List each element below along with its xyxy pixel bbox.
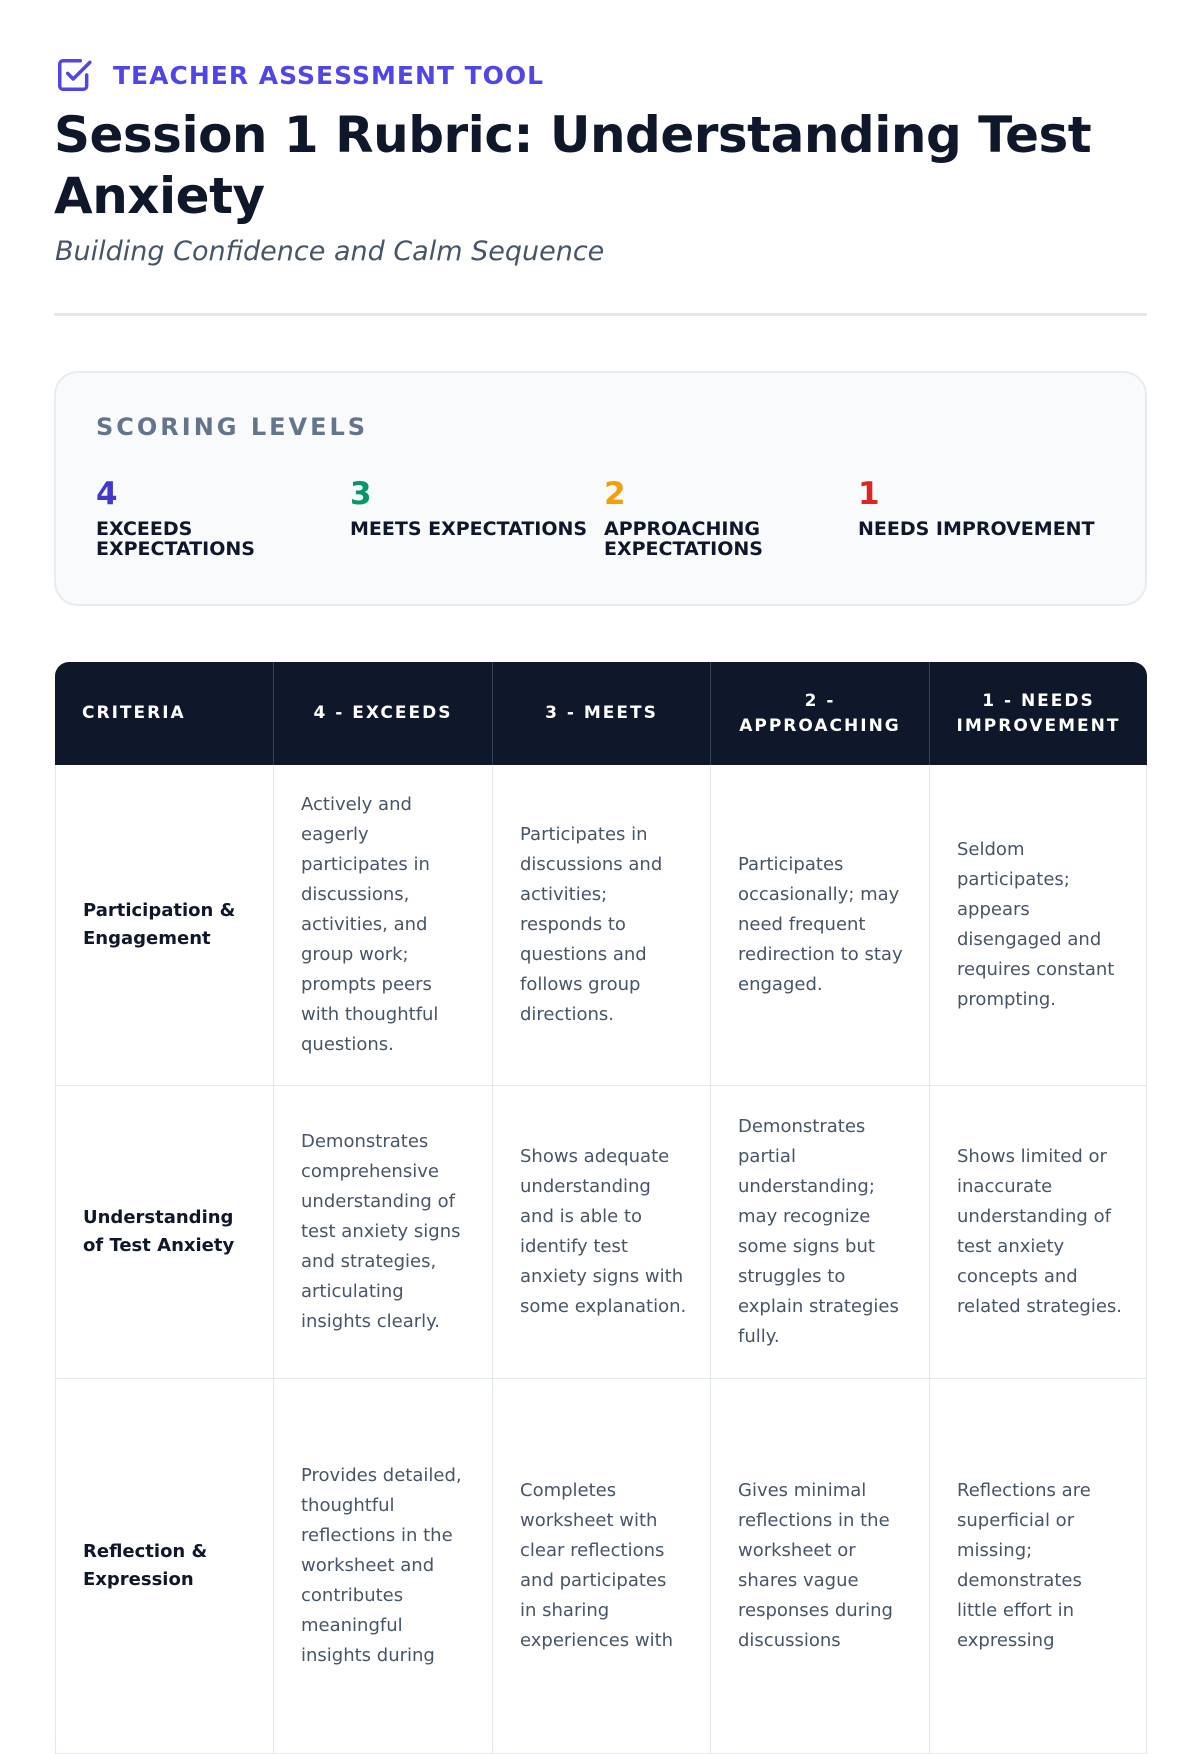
level-3 — [350, 477, 590, 539]
rubric-cell: Seldom participates; appears disengaged and requires constant prompting. — [929, 765, 1147, 1086]
level-4 — [96, 477, 336, 559]
scoring-levels-card — [54, 371, 1147, 606]
level-label: MEETS EXPECTATIONS — [350, 518, 588, 540]
table-row — [55, 765, 1147, 1086]
checkbox-check-icon — [55, 56, 93, 94]
table-row — [55, 1086, 1147, 1379]
criteria-cell: Understanding of Test Anxiety — [55, 1086, 273, 1379]
column-header: 1 - NEEDS IMPROVEMENT — [929, 662, 1147, 765]
rubric-cell: Reflections are superficial or missing; demonstrates little effort in expressing — [929, 1379, 1147, 1754]
column-header: 3 - MEETS — [492, 662, 710, 765]
level-score: 2 — [604, 476, 626, 512]
rubric-cell: Actively and eagerly participates in discussions, activities, and group work; prompts peers with thoughtful questions. — [273, 765, 492, 1086]
level-label: EXCEEDS EXPECTATIONS — [96, 518, 255, 560]
level-score: 1 — [858, 476, 880, 512]
rubric-cell: Participates in discussions and activities; responds to questions and follows group directions. — [492, 765, 710, 1086]
rubric-table — [55, 662, 1147, 1754]
rubric-cell: Participates occasionally; may need frequent redirection to stay engaged. — [710, 765, 929, 1086]
level-label: APPROACHING EXPECTATIONS — [604, 518, 763, 560]
rubric-cell: Demonstrates partial understanding; may recognize some signs but struggles to explain strategies fully. — [710, 1086, 929, 1379]
divider — [54, 313, 1147, 316]
rubric-cell: Provides detailed, thoughtful reflections in the worksheet and contributes meaningful insights during — [273, 1379, 492, 1754]
level-2 — [604, 477, 844, 559]
rubric-cell: Shows adequate understanding and is able to identify test anxiety signs with some explanation. — [492, 1086, 710, 1379]
column-header: CRITERIA — [55, 662, 273, 765]
eyebrow — [55, 56, 544, 94]
table-row — [55, 1379, 1147, 1754]
scoring-levels-heading: SCORING LEVELS — [96, 413, 369, 441]
rubric-cell: Completes worksheet with clear reflections and participates in sharing experiences with — [492, 1379, 710, 1754]
rubric-cell: Shows limited or inaccurate understanding of test anxiety concepts and related strategies. — [929, 1086, 1147, 1379]
level-1 — [858, 477, 1098, 539]
rubric-cell: Gives minimal reflections in the worksheet or shares vague responses during discussions — [710, 1379, 929, 1754]
level-label: NEEDS IMPROVEMENT — [858, 518, 1095, 540]
level-score: 4 — [96, 476, 118, 512]
criteria-cell: Participation & Engagement — [55, 765, 273, 1086]
page-title: Session 1 Rubric: Understanding Test Anxiety — [54, 106, 1092, 225]
rubric-cell: Demonstrates comprehensive understanding of test anxiety signs and strategies, articulating insights clearly. — [273, 1086, 492, 1379]
page-subtitle: Building Confidence and Calm Sequence — [55, 236, 605, 267]
criteria-cell: Reflection & Expression — [55, 1379, 273, 1754]
eyebrow-label: TEACHER ASSESSMENT TOOL — [113, 60, 545, 90]
column-header: 2 - APPROACHING — [710, 662, 929, 765]
level-score: 3 — [350, 476, 372, 512]
table-header-row — [55, 662, 1147, 765]
column-header: 4 - EXCEEDS — [273, 662, 492, 765]
